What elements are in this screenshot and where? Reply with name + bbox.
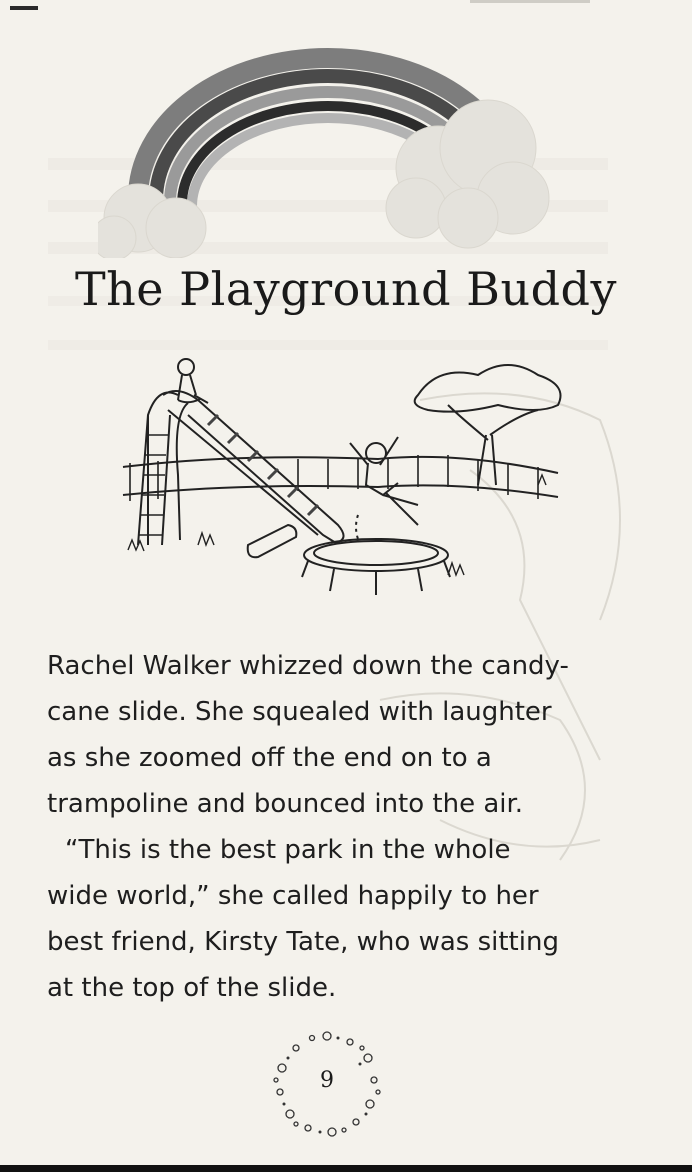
text-line: cane slide. She squealed with laughter [47, 697, 552, 727]
paragraph-2 [47, 827, 647, 1011]
text-line: Rachel Walker whizzed down the candy- [47, 651, 569, 681]
paragraph-1 [47, 643, 647, 827]
text-line: “This is the best park in the whole [65, 835, 511, 865]
text-line: at the top of the slide. [47, 973, 337, 1003]
chapter-title: The Playground Buddy [75, 262, 617, 316]
rainbow-illustration [98, 48, 558, 258]
text-line: best friend, Kirsty Tate, who was sitting [47, 927, 559, 957]
top-edge-mark [10, 6, 38, 10]
text-line: wide world,” she called happily to her [47, 881, 539, 911]
playground-illustration [118, 355, 583, 605]
text-line: as she zoomed off the end on to a [47, 743, 492, 773]
bottom-page-edge [0, 1165, 692, 1172]
page-number: 9 [320, 1068, 334, 1093]
top-page-edge [470, 0, 590, 3]
chapter-body-text [47, 643, 647, 1011]
text-line: trampoline and bounced into the air. [47, 789, 524, 819]
